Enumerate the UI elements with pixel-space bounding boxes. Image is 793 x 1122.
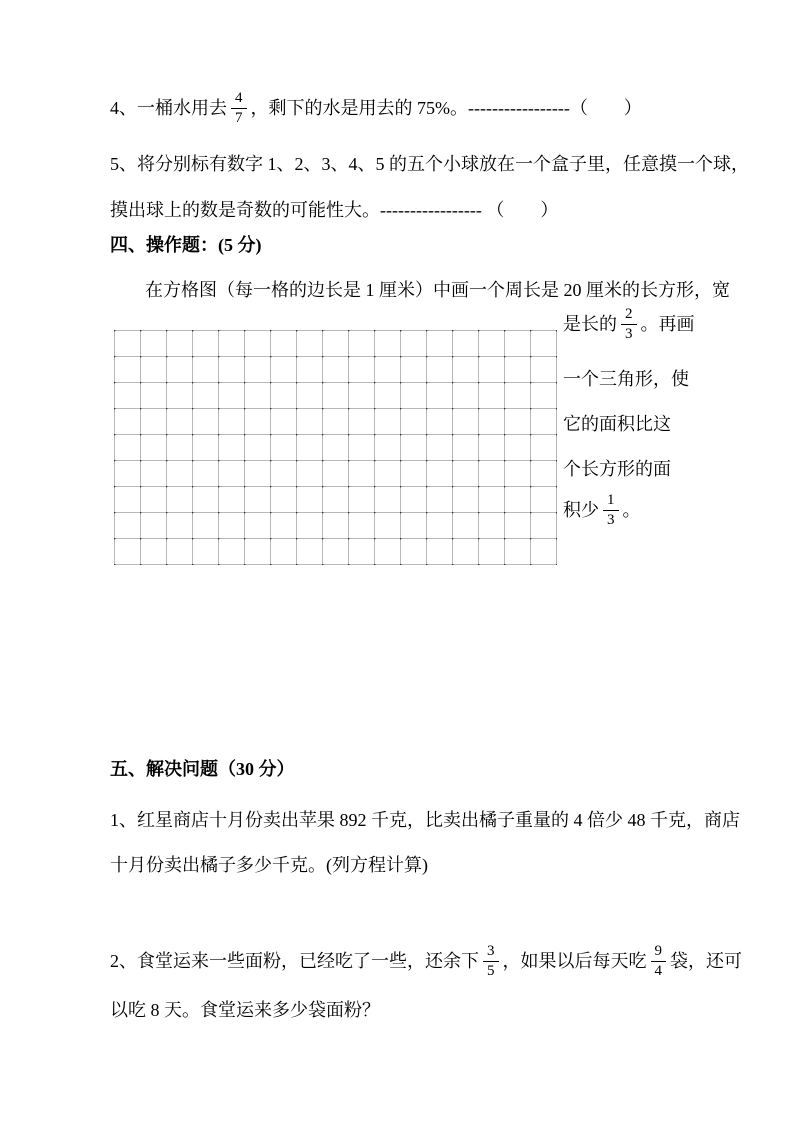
question-4 — [110, 92, 642, 128]
side-text-line-4: 个长方形的面 — [563, 459, 671, 479]
side-text-line-3: 它的面积比这 — [563, 414, 671, 434]
square-grid[interactable] — [114, 330, 557, 565]
fraction-9-4: $\frac{9}{4}$ — [651, 943, 667, 979]
side-text-line-5: 积少 $\frac{1}{3}$ 。 — [563, 492, 641, 528]
fraction-2-3: $\frac{2}{3}$ — [621, 306, 637, 342]
solve-q2-line-2: 以吃 8 天。食堂运来多少袋面粉？ — [110, 1000, 380, 1020]
side-text-line-2: 一个三角形，使 — [563, 369, 689, 389]
fraction-4-7: $\frac{4}{7}$ — [231, 90, 247, 126]
question-5-line-1: 5、将分别标有数字 1、2、3、4、5 的五个小球放在一个盒子里，任意摸一个球， — [110, 154, 749, 174]
fraction-3-5: $\frac{3}{5}$ — [483, 943, 499, 979]
fraction-1-3: $\frac{1}{3}$ — [603, 492, 619, 528]
section-solve-title: 五、解决问题（30 分） — [110, 759, 295, 779]
section-ops-title: 四、操作题：(5 分) — [110, 235, 262, 255]
question-4-suffix: ，剩下的水是用去的 75%。-----------------（ ） — [250, 98, 642, 119]
section-ops-intro: 在方格图（每一格的边长是 1 厘米）中画一个周长是 20 厘米的长方形，宽 — [145, 280, 730, 300]
question-5-line-2: 摸出球上的数是奇数的可能性大。----------------- （ ） — [110, 200, 559, 220]
side-text-line-1: 是长的 $\frac{2}{3}$ 。再画 — [563, 306, 695, 342]
solve-q1-line-2: 十月份卖出橘子多少千克。(列方程计算) — [110, 855, 428, 875]
solve-q2-line-1: 2、食堂运来一些面粉，已经吃了一些，还余下 $\frac{3}{5}$ ，如果以后每天吃 $\frac{9}{4}$ 袋，还可 — [110, 943, 742, 979]
question-4-prefix: 4、一桶水用去 — [110, 98, 227, 119]
solve-q1-line-1: 1、红星商店十月份卖出苹果 892 千克，比卖出橘子重量的 4 倍少 48 千克，商店 — [110, 810, 740, 830]
